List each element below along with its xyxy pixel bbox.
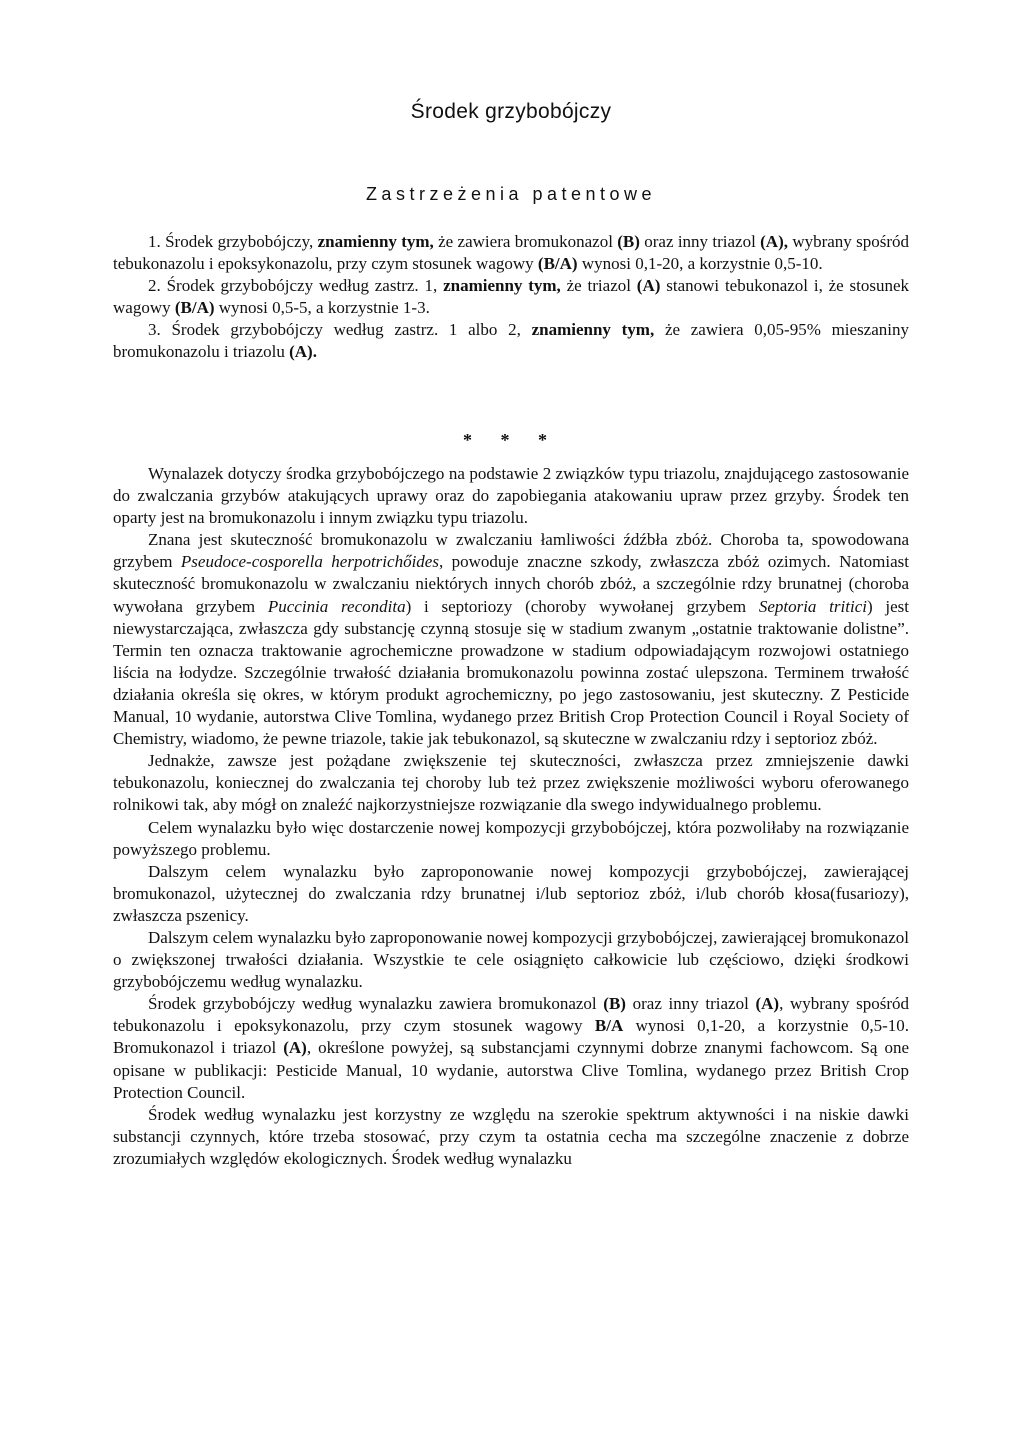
species-name: Septoria tritici bbox=[758, 596, 867, 616]
species-name: Pseudoce-cosporella herpotrichőides bbox=[180, 552, 439, 572]
claim-3: 3. Środek grzybobójczy według zastrz. 1 albo 2, znamienny tym, że zawiera 0,05-95% mieszaniny bromukonazolu i triazolu (A). bbox=[113, 320, 909, 361]
claim-1: 1. Środek grzybobójczy, znamienny tym, że zawiera bromukonazol (B) oraz inny triazol (A), wybrany spośród tebukonazolu i epoksykonazolu, przy czym stosunek wagowy (B/A) wynosi 0,1-20, a korzystnie 0,5-10. bbox=[113, 232, 910, 273]
paragraph-5: Dalszym celem wynalazku było zaproponowanie nowej kompozycji grzybobójczej, zawierającej bromukonazol, użytecznej do zwalczania rdzy brunatnej i/lub septorioz zbóż, i/lub chorób kłosa(fusariozy), zwłaszcza pszenicy. bbox=[113, 861, 909, 925]
species-name: Puccinia recondita bbox=[267, 596, 406, 616]
paragraph-1: Wynalazek dotyczy środka grzybobójczego na podstawie 2 związków typu triazolu, znajdującego zastosowanie do zwalczania grzybów atakujących uprawy oraz do zapobiegania atakowaniu upraw przez grzyby. Środek ten oparty jest na bromukonazolu i innym związku typu triazolu. bbox=[113, 464, 909, 528]
paragraph-2: Znana jest skuteczność bromukonazolu w zwalczaniu łamliwości źdźbła zbóż. Choroba ta, spowodowana grzybem Pseudoce-cosporella herpotrichőides, powoduje znaczne szkody, zwłaszcza zbóż ozimych. Natomiast skuteczność bromukonazolu w zwalczaniu niektórych innych chorób zbóż, a szczególnie rdzy brunatnej (choroba wywołana grzybem Puccinia recondita) i septoriozy (choroby wywołanej grzybem Septoria tritici) jest niewystarczająca, zwłaszcza gdy substancję czynną stosuje się w stadium zwanym „ostatnie traktowanie dolistne”. Termin ten oznacza traktowanie agrochemiczne prowadzone w stadium odpowiadającym rozwojowi ostatniego liścia na łodydze. Szczególnie trwałość działania bromukonazolu powinna zostać ulepszona. Terminem trwałość działania określa się okres, w którym produkt agrochemiczny, po jego zastosowaniu, jest skuteczny. Z Pesticide Manual, 10 wydanie, autorstwa Clive Tomlina, wydanego przez British Crop Protection Council i Royal Society of Chemistry, wiadomo, że pewne triazole, takie jak tebukonazol, są skuteczne w zwalczaniu rdzy i septorioz zbóż. bbox=[113, 530, 910, 749]
paragraph-7: Środek grzybobójczy według wynalazku zawiera bromukonazol (B) oraz inny triazol (A), wybrany spośród tebukonazolu i epoksykonazolu, przy czym stosunek wagowy B/A wynosi 0,1-20, a korzystnie 0,5-10. Bromukonazol i triazol (A), określone powyżej, są substancjami czynnymi dobrze znanymi fachowcom. Są one opisane w publikacji: Pesticide Manual, 10 wydanie, autorstwa Clive Tomlina, wydanego przez British Crop Protection Council. bbox=[113, 994, 910, 1102]
paragraph-8: Środek według wynalazku jest korzystny ze względu na szerokie spektrum aktywności i na niskie dawki substancji czynnych, które trzeba stosować, przy czym ta ostatnia cecha ma szczególne znaczenie z dobrze zrozumiałych względów ekologicznych. Środek według wynalazku bbox=[113, 1104, 909, 1168]
claims-section bbox=[113, 231, 909, 363]
document-title: Środek grzybobójczy bbox=[410, 100, 612, 123]
claim-2: 2. Środek grzybobójczy według zastrz. 1, znamienny tym, że triazol (A) stanowi tebukonazol i, że stosunek wagowy (B/A) wynosi 0,5-5, a korzystnie 1-3. bbox=[113, 276, 910, 317]
paragraph-6: Dalszym celem wynalazku było zaproponowanie nowej kompozycji grzybobójczej, zawierającej bromukonazol o zwiększonej trwałości działania. Wszystkie te cele osiągnięto całkowicie lub częściowo, dzięki środkowi grzybobójczemu według wynalazku. bbox=[113, 927, 909, 992]
description-section bbox=[113, 463, 909, 1170]
paragraph-4: Celem wynalazku było więc dostarczenie nowej kompozycji grzybobójczej, która pozwoliłaby na rozwiązanie powyższego problemu. bbox=[113, 817, 909, 859]
paragraph-3: Jednakże, zawsze jest pożądane zwiększenie tej skuteczności, zwłaszcza przez zmniejszenie dawki tebukonazolu, koniecznej do zwalczania tej choroby lub też przez zwiększenie możliwości wyboru oferowanego rolnikowi tak, aby mógł on znaleźć najkorzystniejsze rozwiązanie dla swego indywidualnego problemu. bbox=[113, 751, 909, 815]
claims-heading: Zastrzeżenia patentowe bbox=[365, 184, 657, 204]
section-separator: * * * bbox=[463, 430, 559, 450]
